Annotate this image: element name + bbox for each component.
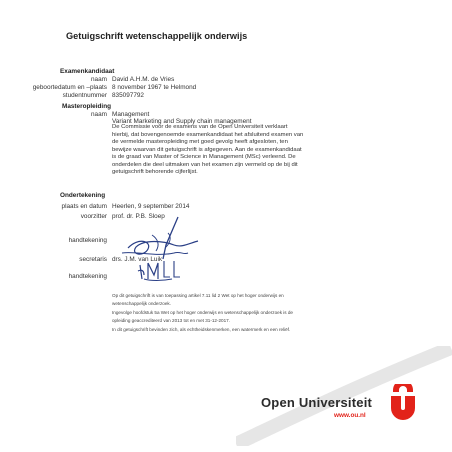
program-name-value: Management [112, 111, 150, 118]
chair-label: voorzitter [80, 213, 107, 220]
birth-label: geboortedatum en –plaats [32, 84, 107, 91]
declaration-line: hierbij, dat bovengenoemde examenkandidaat het afsluitend examen van [112, 131, 304, 138]
secretary-signature-image [136, 257, 186, 283]
declaration-line: De Commissie voor de examens van de Open Universiteit verklaart [112, 124, 288, 130]
open-universiteit-logo-icon [389, 384, 417, 420]
birth-value: 8 november 1967 te Helmond [112, 84, 197, 91]
footnote-line: In dit getuigschrift bevinden zich, als echtheidskenmerken, een watermerk en een reliëf. [112, 326, 291, 332]
declaration-line: onderdelen die deel uitmaken van het examen zijn vermeld op de bij dit [112, 161, 298, 168]
footnote [112, 292, 293, 334]
declaration-line: getuigschrift behorende cijferlijst. [112, 169, 198, 175]
candidate-heading: Examenkandidaat [60, 68, 115, 75]
secretary-value: drs. J.M. van Luik [112, 256, 163, 263]
signature-label-secretary: handtekening [68, 273, 107, 280]
footnote-line: wetenschappelijk onderzoek. [112, 301, 171, 307]
program-name-label: naam [91, 111, 107, 118]
program-variant-value: Variant Marketing and Supply chain management [112, 118, 252, 125]
program-heading: Masteropleiding [62, 103, 112, 110]
document-title: Getuigschrift wetenschappelijk onderwijs [66, 31, 248, 41]
signature-label-chair: handtekening [68, 237, 107, 244]
declaration-line: is de graad van Master of Science in Management (MSc) verleend. De [112, 154, 296, 160]
candidate-name-value: David A.H.M. de Vries [112, 76, 175, 83]
secretary-label: secretaris [79, 256, 107, 263]
footnote-line: Ingevolge hoofdstuk 5a Wet op het hoger onderwijs en wetenschappelijk onderzoek is de [112, 309, 293, 315]
student-number-value: 835097792 [112, 92, 144, 99]
declaration-line: bewijze waarvan dit getuigschrift is afgegeven. Aan de examenkandidaat [112, 146, 302, 153]
logo-url: www.ou.nl [334, 412, 366, 419]
chair-value: prof. dr. P.B. Sloep [112, 213, 165, 220]
footnote-line: Op dit getuigschrift is van toepassing artikel 7.11 lid 2 Wet op het hoger onderwijs en [112, 293, 284, 298]
declaration-paragraph [112, 124, 362, 177]
place-date-value: Heerlen, 9 september 2014 [112, 203, 190, 210]
student-number-label: studentnummer [62, 92, 107, 99]
footnote-line: opleiding geaccrediteerd van 2013 tot en met 31-12-2017. [112, 318, 230, 324]
place-date-label: plaats en datum [61, 203, 107, 210]
signing-heading: Ondertekening [60, 192, 106, 199]
candidate-name-label: naam [91, 76, 107, 83]
declaration-line: de vermelde masteropleiding met goed gevolg heeft afgesloten, ten [112, 139, 288, 145]
logo-name: Open Universiteit [261, 395, 373, 410]
